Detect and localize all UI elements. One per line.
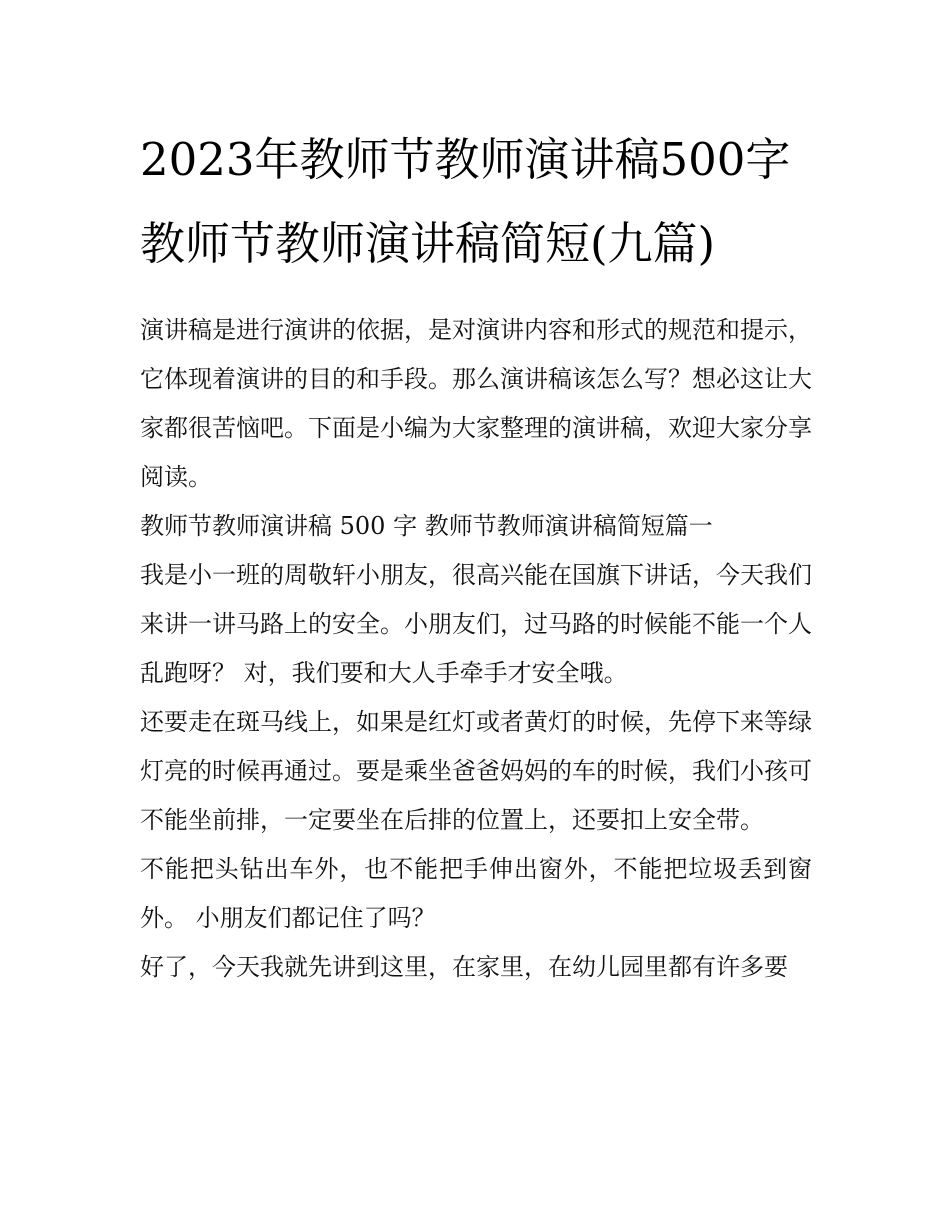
body-paragraph-4: 好了，今天我就先讲到这里，在家里，在幼儿园里都有许多要 [140,953,788,981]
section-heading: 教师节教师演讲稿 500 字 教师节教师演讲稿简短篇一 [140,512,713,540]
document-title: 2023年教师节教师演讲稿500字 教师节教师演讲稿简短(九篇) [140,133,791,270]
body-paragraph-3: 不能把头钻出车外，也不能把手伸出窗外，不能把垃圾丢到窗外。 小朋友们都记住了吗？ [140,855,812,932]
intro-paragraph: 演讲稿是进行演讲的依据，是对演讲内容和形式的规范和提示，它体现着演讲的目的和手段。那么演讲稿该怎么写？想必这让大家都很苦恼吧。下面是小编为大家整理的演讲稿，欢迎大家分享阅读。 [140,316,812,491]
body-paragraph-1: 我是小一班的周敬轩小朋友，很高兴能在国旗下讲话，今天我们来讲一讲马路上的安全。小朋友们，过马路的时候能不能一个人乱跑呀？ 对，我们要和大人手牵手才安全哦。 [140,561,812,687]
document-body [140,118,812,992]
body-paragraph-2: 还要走在斑马线上，如果是红灯或者黄灯的时候，先停下来等绿灯亮的时候再通过。要是乘坐爸爸妈妈的车的时候，我们小孩可不能坐前排，一定要坐在后排的位置上，还要扣上安全带。 [140,708,812,834]
